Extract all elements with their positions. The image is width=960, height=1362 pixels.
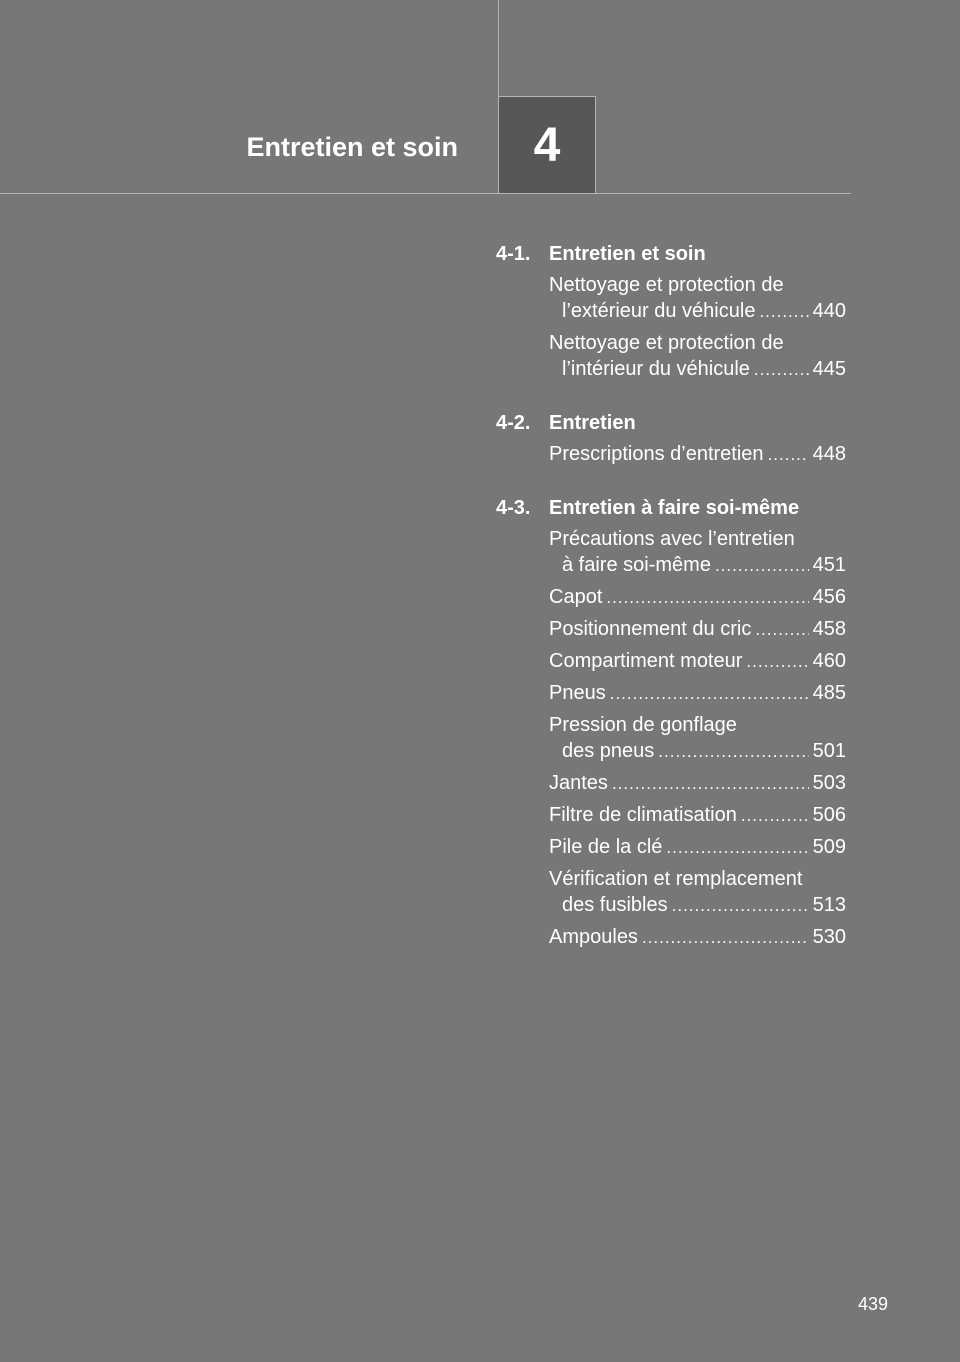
- toc-entry-page: 440: [812, 300, 846, 322]
- toc-entry-page: 451: [812, 554, 846, 576]
- toc-entry[interactable]: [549, 712, 846, 765]
- toc-entry-row: [549, 680, 846, 707]
- toc-entry-page: 506: [812, 804, 846, 826]
- toc-entry-label: Vérification et remplacement: [549, 868, 803, 890]
- page-number: 439: [858, 1294, 889, 1314]
- toc-entry-page: 501: [812, 740, 846, 762]
- chapter-number: 4: [533, 118, 561, 172]
- toc-entry-page: 503: [812, 772, 846, 794]
- toc-entry[interactable]: [549, 866, 846, 919]
- toc-entry[interactable]: [549, 441, 846, 468]
- toc-entry[interactable]: [549, 924, 846, 951]
- section-title: Entretien à faire soi-même: [549, 497, 800, 519]
- toc-entry-row: [549, 738, 846, 765]
- section-title: Entretien: [549, 412, 636, 434]
- toc-entry-row: [549, 648, 846, 675]
- toc-entry-page: 458: [812, 618, 846, 640]
- toc-entry-page: 456: [812, 586, 846, 608]
- toc-entry[interactable]: [549, 526, 846, 579]
- toc-entry-label: Ampoules: [549, 926, 638, 948]
- toc-entry-label: Capot: [549, 586, 603, 608]
- dot-leader: [672, 893, 809, 919]
- chapter-tab: [498, 96, 596, 193]
- toc-entry[interactable]: [549, 834, 846, 861]
- section-title: Entretien et soin: [549, 243, 706, 265]
- toc-entry-label: l’intérieur du véhicule: [562, 358, 750, 380]
- toc-entry-label: Précautions avec l’entretien: [549, 528, 795, 550]
- toc-entry-label: à faire soi-même: [562, 554, 711, 576]
- toc-entry-row: [549, 802, 846, 829]
- toc-entry[interactable]: [549, 584, 846, 611]
- section-number: 4-1.: [496, 243, 531, 265]
- dot-leader: [746, 649, 808, 675]
- toc-entry-label: l’extérieur du véhicule: [562, 300, 756, 322]
- toc-entry[interactable]: [549, 330, 846, 383]
- toc-entry-label: Nettoyage et protection de: [549, 274, 784, 296]
- toc-entry-row: [549, 584, 846, 611]
- section-number: 4-2.: [496, 412, 531, 434]
- table-of-contents: [496, 240, 846, 977]
- toc-entry-row: [549, 441, 846, 468]
- section-heading[interactable]: [496, 409, 846, 437]
- toc-entry-row: [549, 834, 846, 861]
- toc-entry-page: 485: [812, 682, 846, 704]
- dot-leader: [666, 835, 808, 861]
- header-divider-vertical: [498, 0, 499, 97]
- toc-entry-label: Prescriptions d’entretien: [549, 443, 764, 465]
- toc-entry[interactable]: [549, 802, 846, 829]
- toc-entry[interactable]: [549, 770, 846, 797]
- header-divider-horizontal: [0, 193, 851, 194]
- toc-entry-row: [549, 552, 846, 579]
- toc-entry-page: 445: [812, 358, 846, 380]
- toc-entry-label: Jantes: [549, 772, 608, 794]
- toc-entry-label: Pile de la clé: [549, 836, 663, 858]
- toc-entry-label: des fusibles: [562, 894, 668, 916]
- toc-entry-label: Pression de gonflage: [549, 714, 737, 736]
- toc-entry[interactable]: [549, 616, 846, 643]
- toc-section: [496, 494, 846, 951]
- toc-entry[interactable]: [549, 648, 846, 675]
- toc-entry-label: Positionnement du cric: [549, 618, 752, 640]
- toc-entry-row: [549, 356, 846, 383]
- dot-leader: [755, 617, 808, 643]
- dot-leader: [642, 925, 809, 951]
- dot-leader: [606, 585, 808, 611]
- toc-entry-row: [549, 892, 846, 919]
- toc-entry-row: [549, 616, 846, 643]
- toc-entry-row: [549, 924, 846, 951]
- toc-entry-page: 530: [812, 926, 846, 948]
- toc-entry-label: Filtre de climatisation: [549, 804, 737, 826]
- dot-leader: [715, 553, 809, 579]
- section-heading[interactable]: [496, 494, 846, 522]
- dot-leader: [759, 299, 808, 325]
- toc-entry[interactable]: [549, 272, 846, 325]
- toc-entry-page: 460: [812, 650, 846, 672]
- toc-section: [496, 409, 846, 468]
- toc-entry-label: Pneus: [549, 682, 606, 704]
- dot-leader: [610, 681, 809, 707]
- dot-leader: [754, 357, 809, 383]
- dot-leader: [768, 442, 809, 468]
- toc-entry-page: 513: [812, 894, 846, 916]
- toc-entry[interactable]: [549, 680, 846, 707]
- toc-entry-label: des pneus: [562, 740, 655, 762]
- chapter-title: Entretien et soin: [246, 132, 458, 162]
- toc-entry-label: Nettoyage et protection de: [549, 332, 784, 354]
- toc-entry-row: [549, 770, 846, 797]
- dot-leader: [658, 739, 808, 765]
- section-number: 4-3.: [496, 497, 531, 519]
- dot-leader: [741, 803, 809, 829]
- toc-entry-page: 448: [812, 443, 846, 465]
- section-heading[interactable]: [496, 240, 846, 268]
- toc-entry-label: Compartiment moteur: [549, 650, 743, 672]
- toc-entry-row: [549, 298, 846, 325]
- toc-entry-page: 509: [812, 836, 846, 858]
- toc-section: [496, 240, 846, 383]
- dot-leader: [612, 771, 809, 797]
